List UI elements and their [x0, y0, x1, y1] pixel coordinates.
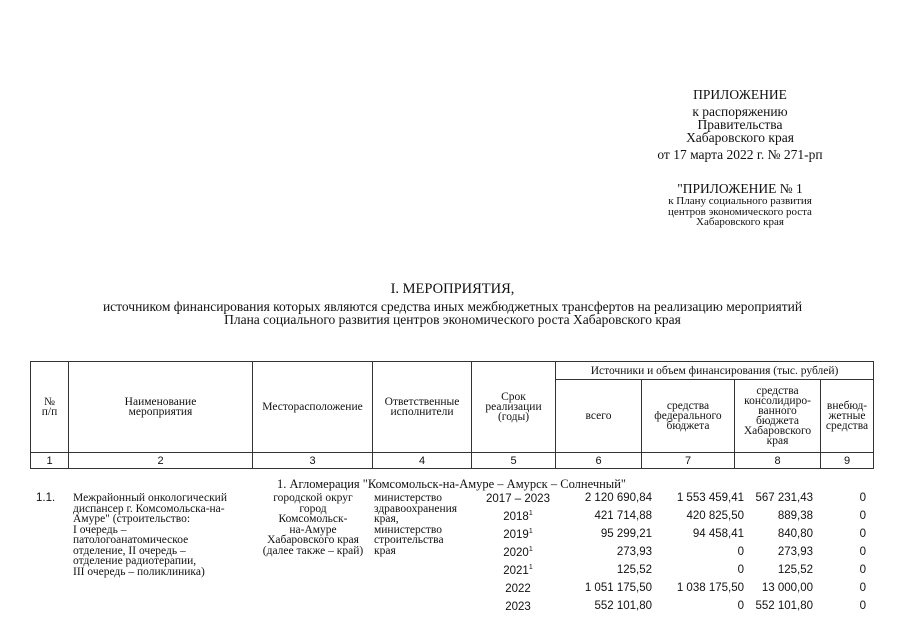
- footnote-mark: 1: [528, 546, 533, 553]
- header-text: Месторасположение: [262, 401, 363, 413]
- header-text: федерального: [654, 410, 722, 422]
- item-executor-line: министерство: [374, 523, 442, 536]
- header-funding-group: Источники и объем финансирования (тыс. рублей): [556, 362, 874, 380]
- header-name: [69, 362, 253, 453]
- funding-table-header: [30, 361, 874, 469]
- item-name-line: отделение, II очередь –: [73, 544, 186, 557]
- row-extra: 0: [859, 510, 866, 522]
- column-number: 3: [253, 453, 373, 469]
- row-federal: 1 038 175,50: [676, 582, 744, 594]
- header-text: п/п: [41, 406, 58, 418]
- header-federal: [642, 380, 735, 453]
- row-year: [480, 582, 556, 595]
- appendix-block: [640, 182, 840, 228]
- funding-row: [474, 562, 874, 580]
- column-number: 8: [735, 453, 821, 469]
- item-executor-line: края: [374, 544, 396, 557]
- approval-heading: ПРИЛОЖЕНИЕ: [693, 87, 787, 102]
- header-text: средства: [756, 385, 799, 397]
- item-executor-line: строительства: [374, 534, 444, 546]
- item-location-line: (далее также – край): [262, 544, 364, 557]
- subtitle-line: Плана социального развития центров экономического роста Хабаровского края: [224, 311, 681, 327]
- year-text: 2019: [503, 528, 529, 541]
- item-executor-line: края,: [374, 513, 399, 525]
- funding-row: [474, 490, 874, 508]
- column-number: 5: [472, 453, 556, 469]
- approval-line: Хабаровского края: [686, 130, 794, 145]
- row-total: 421 714,88: [594, 510, 652, 522]
- item-location: [254, 493, 372, 556]
- year-text: 2020: [503, 546, 529, 559]
- row-federal: 420 825,50: [686, 510, 744, 522]
- approval-line: Правительства: [697, 117, 783, 132]
- header-text: (годы): [497, 411, 530, 423]
- column-number: 9: [821, 453, 874, 469]
- row-extra: 0: [859, 600, 866, 612]
- column-number: 4: [373, 453, 472, 469]
- header-text: всего: [585, 410, 612, 422]
- item-location-line: на-Амуре: [289, 523, 337, 536]
- item-name-line: Амуре" (строительство:: [73, 513, 191, 525]
- year-text: 2023: [505, 600, 531, 613]
- item-location-line: Хабаровского края: [267, 534, 359, 546]
- item-executor-line: министерство: [374, 492, 442, 504]
- agglomeration-heading: 1. Агломерация "Комсомольск-на-Амуре – Амурск – Солнечный": [277, 477, 626, 491]
- footnote-mark: 1: [528, 564, 533, 571]
- row-total: 125,52: [616, 564, 652, 576]
- item-number: 1.1.: [36, 492, 56, 504]
- item-name: [73, 493, 253, 577]
- row-total: 1 051 175,50: [584, 582, 652, 594]
- row-extra: 0: [859, 546, 866, 558]
- item-name-line: отделение радиотерапии,: [73, 555, 197, 567]
- subtitle-line: источником финансирования которых являются средства иных межбюджетных трансфертов на реализацию мероприятий: [102, 299, 803, 314]
- row-total: 552 101,80: [594, 600, 652, 612]
- row-federal: 94 458,41: [692, 528, 744, 540]
- item-name-line: III очередь – поликлиника): [73, 565, 205, 578]
- row-federal: 0: [737, 564, 744, 576]
- column-number: 7: [642, 453, 735, 469]
- item-location-line: город: [299, 502, 327, 515]
- row-total: 273,93: [616, 546, 652, 558]
- funding-row: [474, 544, 874, 562]
- funding-rows: [474, 490, 874, 616]
- header-num: [31, 362, 69, 453]
- row-regional: 567 231,43: [755, 492, 813, 504]
- section-title: I. МЕРОПРИЯТИЯ,: [390, 281, 515, 297]
- header-total: [556, 380, 642, 453]
- funding-row: [474, 598, 874, 616]
- item-executor-line: здравоохранения: [374, 502, 458, 515]
- item-name-line: диспансер г. Комсомольска-на-: [73, 502, 225, 515]
- header-text: консолидиро-: [744, 395, 811, 407]
- header-period: [472, 362, 556, 453]
- row-year: [480, 510, 556, 523]
- row-regional: 889,38: [777, 510, 813, 522]
- row-federal: 0: [737, 546, 744, 558]
- header-text: края: [766, 435, 789, 447]
- column-number: 2: [69, 453, 253, 469]
- row-year: [480, 546, 556, 559]
- header-text: бюджета: [756, 415, 799, 427]
- item-executors: [374, 493, 474, 556]
- header-text: жетные: [828, 410, 866, 422]
- header-text: средства: [825, 420, 869, 432]
- item-name-line: патологоанатомическое: [73, 534, 189, 546]
- row-total: 2 120 690,84: [584, 492, 652, 504]
- header-text: №: [44, 396, 55, 408]
- header-extrabudget: [821, 380, 874, 453]
- item-location-line: городской округ: [273, 492, 353, 504]
- header-text: ванного: [758, 405, 797, 417]
- row-year: [480, 528, 556, 541]
- header-text: Хабаровского: [743, 425, 812, 437]
- row-extra: 0: [859, 564, 866, 576]
- appendix-line: центров экономического роста: [668, 205, 812, 218]
- header-text: Срок: [501, 391, 526, 403]
- approval-line: к распоряжению: [692, 104, 788, 119]
- header-text: Наименование: [124, 396, 197, 408]
- row-regional: 273,93: [777, 546, 813, 558]
- row-extra: 0: [859, 582, 866, 594]
- row-regional: 13 000,00: [761, 582, 813, 594]
- header-text: реализации: [485, 401, 542, 413]
- approval-date: от 17 марта 2022 г. № 271-рп: [657, 147, 823, 162]
- year-text: 2018: [503, 510, 529, 523]
- column-number: 6: [556, 453, 642, 469]
- header-text: исполнители: [390, 406, 454, 418]
- year-text: 2021: [503, 564, 529, 577]
- appendix-line: к Плану социального развития: [668, 195, 812, 207]
- row-regional: 552 101,80: [755, 600, 813, 612]
- funding-row: [474, 526, 874, 544]
- column-number: 1: [31, 453, 69, 469]
- year-text: 2022: [505, 582, 531, 595]
- item-name-line: I очередь –: [73, 523, 127, 536]
- footnote-mark: 1: [528, 510, 533, 517]
- funding-row: [474, 580, 874, 598]
- funding-row: [474, 508, 874, 526]
- header-location: [253, 362, 373, 453]
- year-text: 2017 – 2023: [486, 492, 550, 505]
- header-executors: [373, 362, 472, 453]
- section-subtitle: [0, 301, 905, 326]
- appendix-heading: "ПРИЛОЖЕНИЕ № 1: [677, 181, 803, 196]
- header-text: Ответственные: [384, 396, 460, 408]
- header-text: внебюд-: [826, 400, 868, 412]
- item-name-line: Межрайонный онкологический: [73, 492, 227, 504]
- header-text: мероприятия: [128, 406, 193, 418]
- row-regional: 840,80: [777, 528, 813, 540]
- row-regional: 125,52: [777, 564, 813, 576]
- header-text: средства: [666, 400, 710, 412]
- row-year: [480, 600, 556, 613]
- appendix-line: Хабаровского края: [696, 216, 784, 228]
- header-consolidated: [735, 380, 821, 453]
- row-federal: 1 553 459,41: [676, 492, 744, 504]
- row-total: 95 299,21: [600, 528, 652, 540]
- row-year: [480, 564, 556, 577]
- footnote-mark: 1: [528, 528, 533, 535]
- row-extra: 0: [859, 492, 866, 504]
- approval-block: [640, 88, 840, 161]
- row-federal: 0: [737, 600, 744, 612]
- item-location-line: Комсомольск-: [278, 513, 348, 525]
- row-extra: 0: [859, 528, 866, 540]
- header-text: бюджета: [666, 420, 710, 432]
- row-year: [480, 492, 556, 505]
